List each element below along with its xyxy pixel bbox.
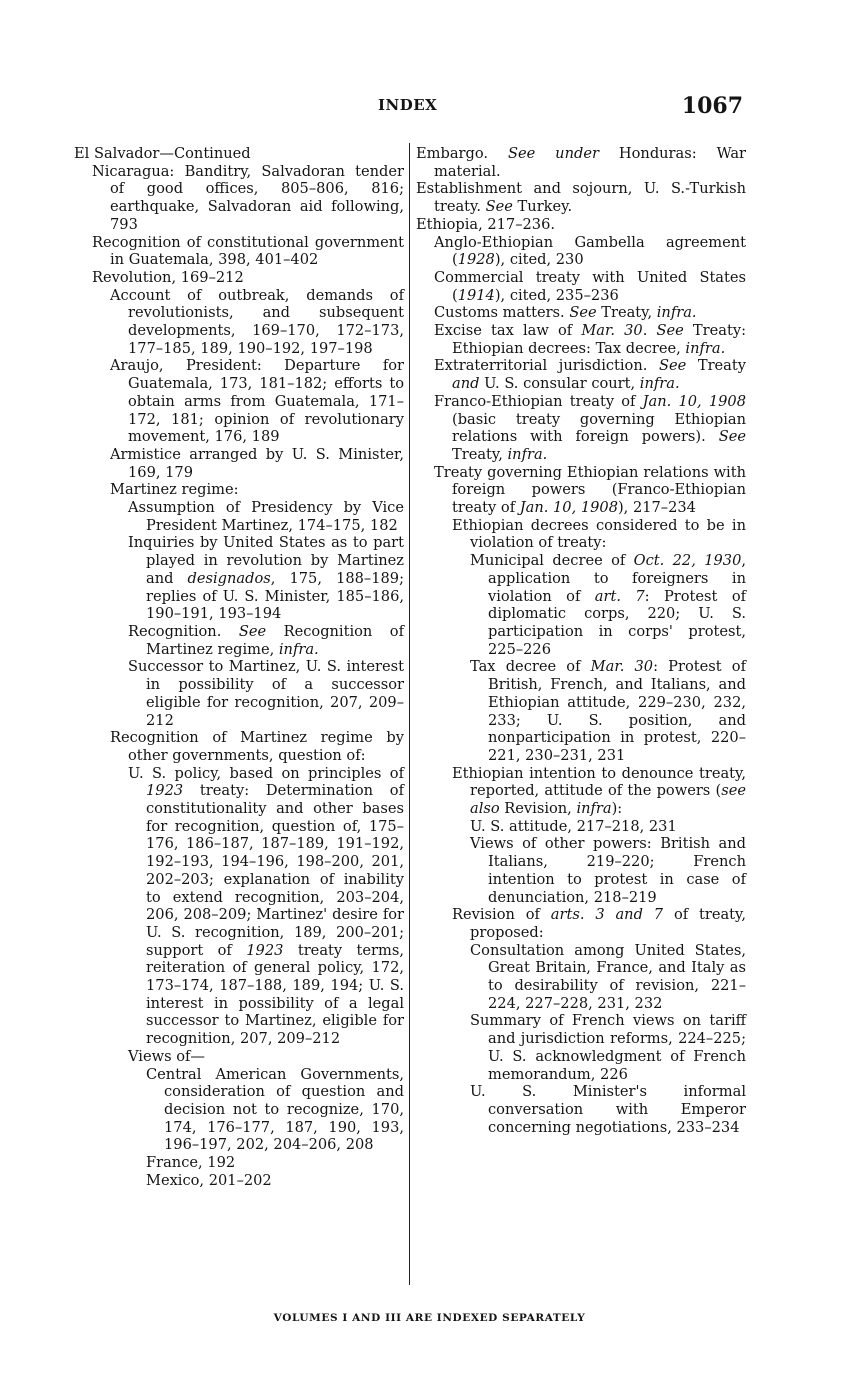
index-entry: Assumption of Presidency by Vice President Martinez, 174–175, 182 — [128, 499, 404, 534]
index-entry: Ethiopian decrees considered to be in violation of treaty: — [452, 516, 746, 552]
page-number: 1067 — [681, 93, 743, 119]
index-entry: Central American Governments, consideration of question and decision not to recognize, 170, 174, 176–177, 187, 190, 193, 196–197, 202, 204–206, 208 — [146, 1065, 404, 1154]
index-entry: Summary of French views on tariff and jurisdiction reforms, 224–225; U. S. acknowledgment of French memorandum, 226 — [470, 1012, 746, 1083]
index-entry: Account of outbreak, demands of revolutionists, and subsequent developments, 169–170, 172–173, 177–185, 189, 190–192, 197–198 — [110, 286, 404, 357]
index-entry: Recognition of constitutional government in Guatemala, 398, 401–402 — [92, 233, 404, 269]
index-entry: Municipal decree of Oct. 22, 1930, application to foreigners in violation of art. 7: Protest of diplomatic corps, 220; U. S. participation in corps' protest, 225–226 — [470, 552, 747, 658]
index-entry: Ethiopia, 217–236. — [416, 215, 556, 233]
column-divider — [409, 143, 410, 1285]
index-entry: Extraterritorial jurisdiction. See Treaty and U. S. consular court, infra. — [434, 357, 746, 393]
index-entry: Armistice arranged by U. S. Minister, 169, 179 — [110, 445, 404, 481]
index-entry: U. S. policy, based on principles of 1923 treaty: Determination of constitutionality and other bases for recognition, question of, 175–176, 186–187, 187–189, 191–192, 192–193, 194–196, 198–200, 201, 202–203; explanation of inability to extend recognition, 203–204, 206, 208–209; Martinez' desire for U. S. recognition, 189, 200–201; support of 1923 treaty terms, reiteration of general policy, 172, 173–174, 187–188, 189, 194; U. S. interest in possibility of a legal successor to Martinez, eligible for recognition, 207, 209–212 — [128, 764, 405, 1048]
index-entry: Franco-Ethiopian treaty of Jan. 10, 1908 (basic treaty governing Ethiopian relations with foreign powers). See Treaty, infra. — [434, 392, 746, 463]
index-entry: Recognition of Martinez regime by other governments, question of: — [110, 729, 404, 764]
index-entry: Views of— — [128, 1047, 205, 1065]
index-entry: U. S. Minister's informal conversation with Emperor concerning negotiations, 233–234 — [470, 1083, 746, 1136]
index-entry: El Salvador—Continued — [74, 145, 251, 162]
index-column-left — [74, 145, 404, 1189]
index-entry: Commercial treaty with United States (1914), cited, 235–236 — [434, 268, 746, 304]
index-entry: U. S. attitude, 217–218, 231 — [470, 817, 677, 835]
index-entry: Revision of arts. 3 and 7 of treaty, proposed: — [452, 906, 746, 941]
index-entry: Customs matters. See Treaty, infra. — [434, 304, 697, 322]
page-header-title: INDEX — [378, 96, 438, 114]
index-entry: Excise tax law of Mar. 30. See Treaty: Ethiopian decrees: Tax decree, infra. — [434, 322, 747, 357]
footer-note: VOLUMES I AND III ARE INDEXED SEPARATELY — [273, 1312, 586, 1324]
index-entry: Revolution, 169–212 — [92, 268, 244, 286]
index-entry: Treaty governing Ethiopian relations with foreign powers (Franco-Ethiopian treaty of Jan. 10, 1908), 217–234 — [434, 463, 746, 517]
index-entry: Nicaragua: Banditry, Salvadoran tender of good offices, 805–806, 816; earthquake, Salvadoran aid following, 793 — [92, 162, 404, 233]
index-entry: Successor to Martinez, U. S. interest in possibility of a successor eligible for recognition, 207, 209–212 — [128, 658, 404, 729]
index-entry: Mexico, 201–202 — [146, 1171, 272, 1189]
index-entry: Inquiries by United States as to part played in revolution by Martinez and designados, 175, 188–189; replies of U. S. Minister, 185–186, 190–191, 193–194 — [128, 534, 404, 623]
index-entry: Anglo-Ethiopian Gambella agreement (1928), cited, 230 — [434, 233, 746, 269]
index-entry: Establishment and sojourn, U. S.-Turkish treaty. See Turkey. — [416, 180, 746, 216]
index-entry: Embargo. See under Honduras: War material. — [416, 145, 746, 180]
index-column-right — [416, 145, 746, 1136]
index-entry: Ethiopian intention to denounce treaty, reported, attitude of the powers (see also Revision, infra): — [452, 764, 746, 818]
index-entry: Tax decree of Mar. 30: Protest of British, French, and Italians, and Ethiopian attitude, 229–230, 232, 233; U. S. position, and nonparticipation in protest, 220–221, 230–231, 231 — [470, 658, 746, 764]
index-entry: Recognition. See Recognition of Martinez regime, infra. — [128, 622, 404, 658]
index-entry: France, 192 — [146, 1154, 236, 1172]
index-entry: Views of other powers: British and Italians, 219–220; French intention to protest in case of denunciation, 218–219 — [470, 835, 746, 906]
index-entry: Martinez regime: — [110, 481, 239, 499]
index-entry: Araujo, President: Departure for Guatemala, 173, 181–182; efforts to obtain arms from Guatemala, 171–172, 181; opinion of revolutionary movement, 176, 189 — [110, 357, 404, 446]
index-entry: Consultation among United States, Great Britain, France, and Italy as to desirability of revision, 221–224, 227–228, 231, 232 — [470, 941, 746, 1012]
